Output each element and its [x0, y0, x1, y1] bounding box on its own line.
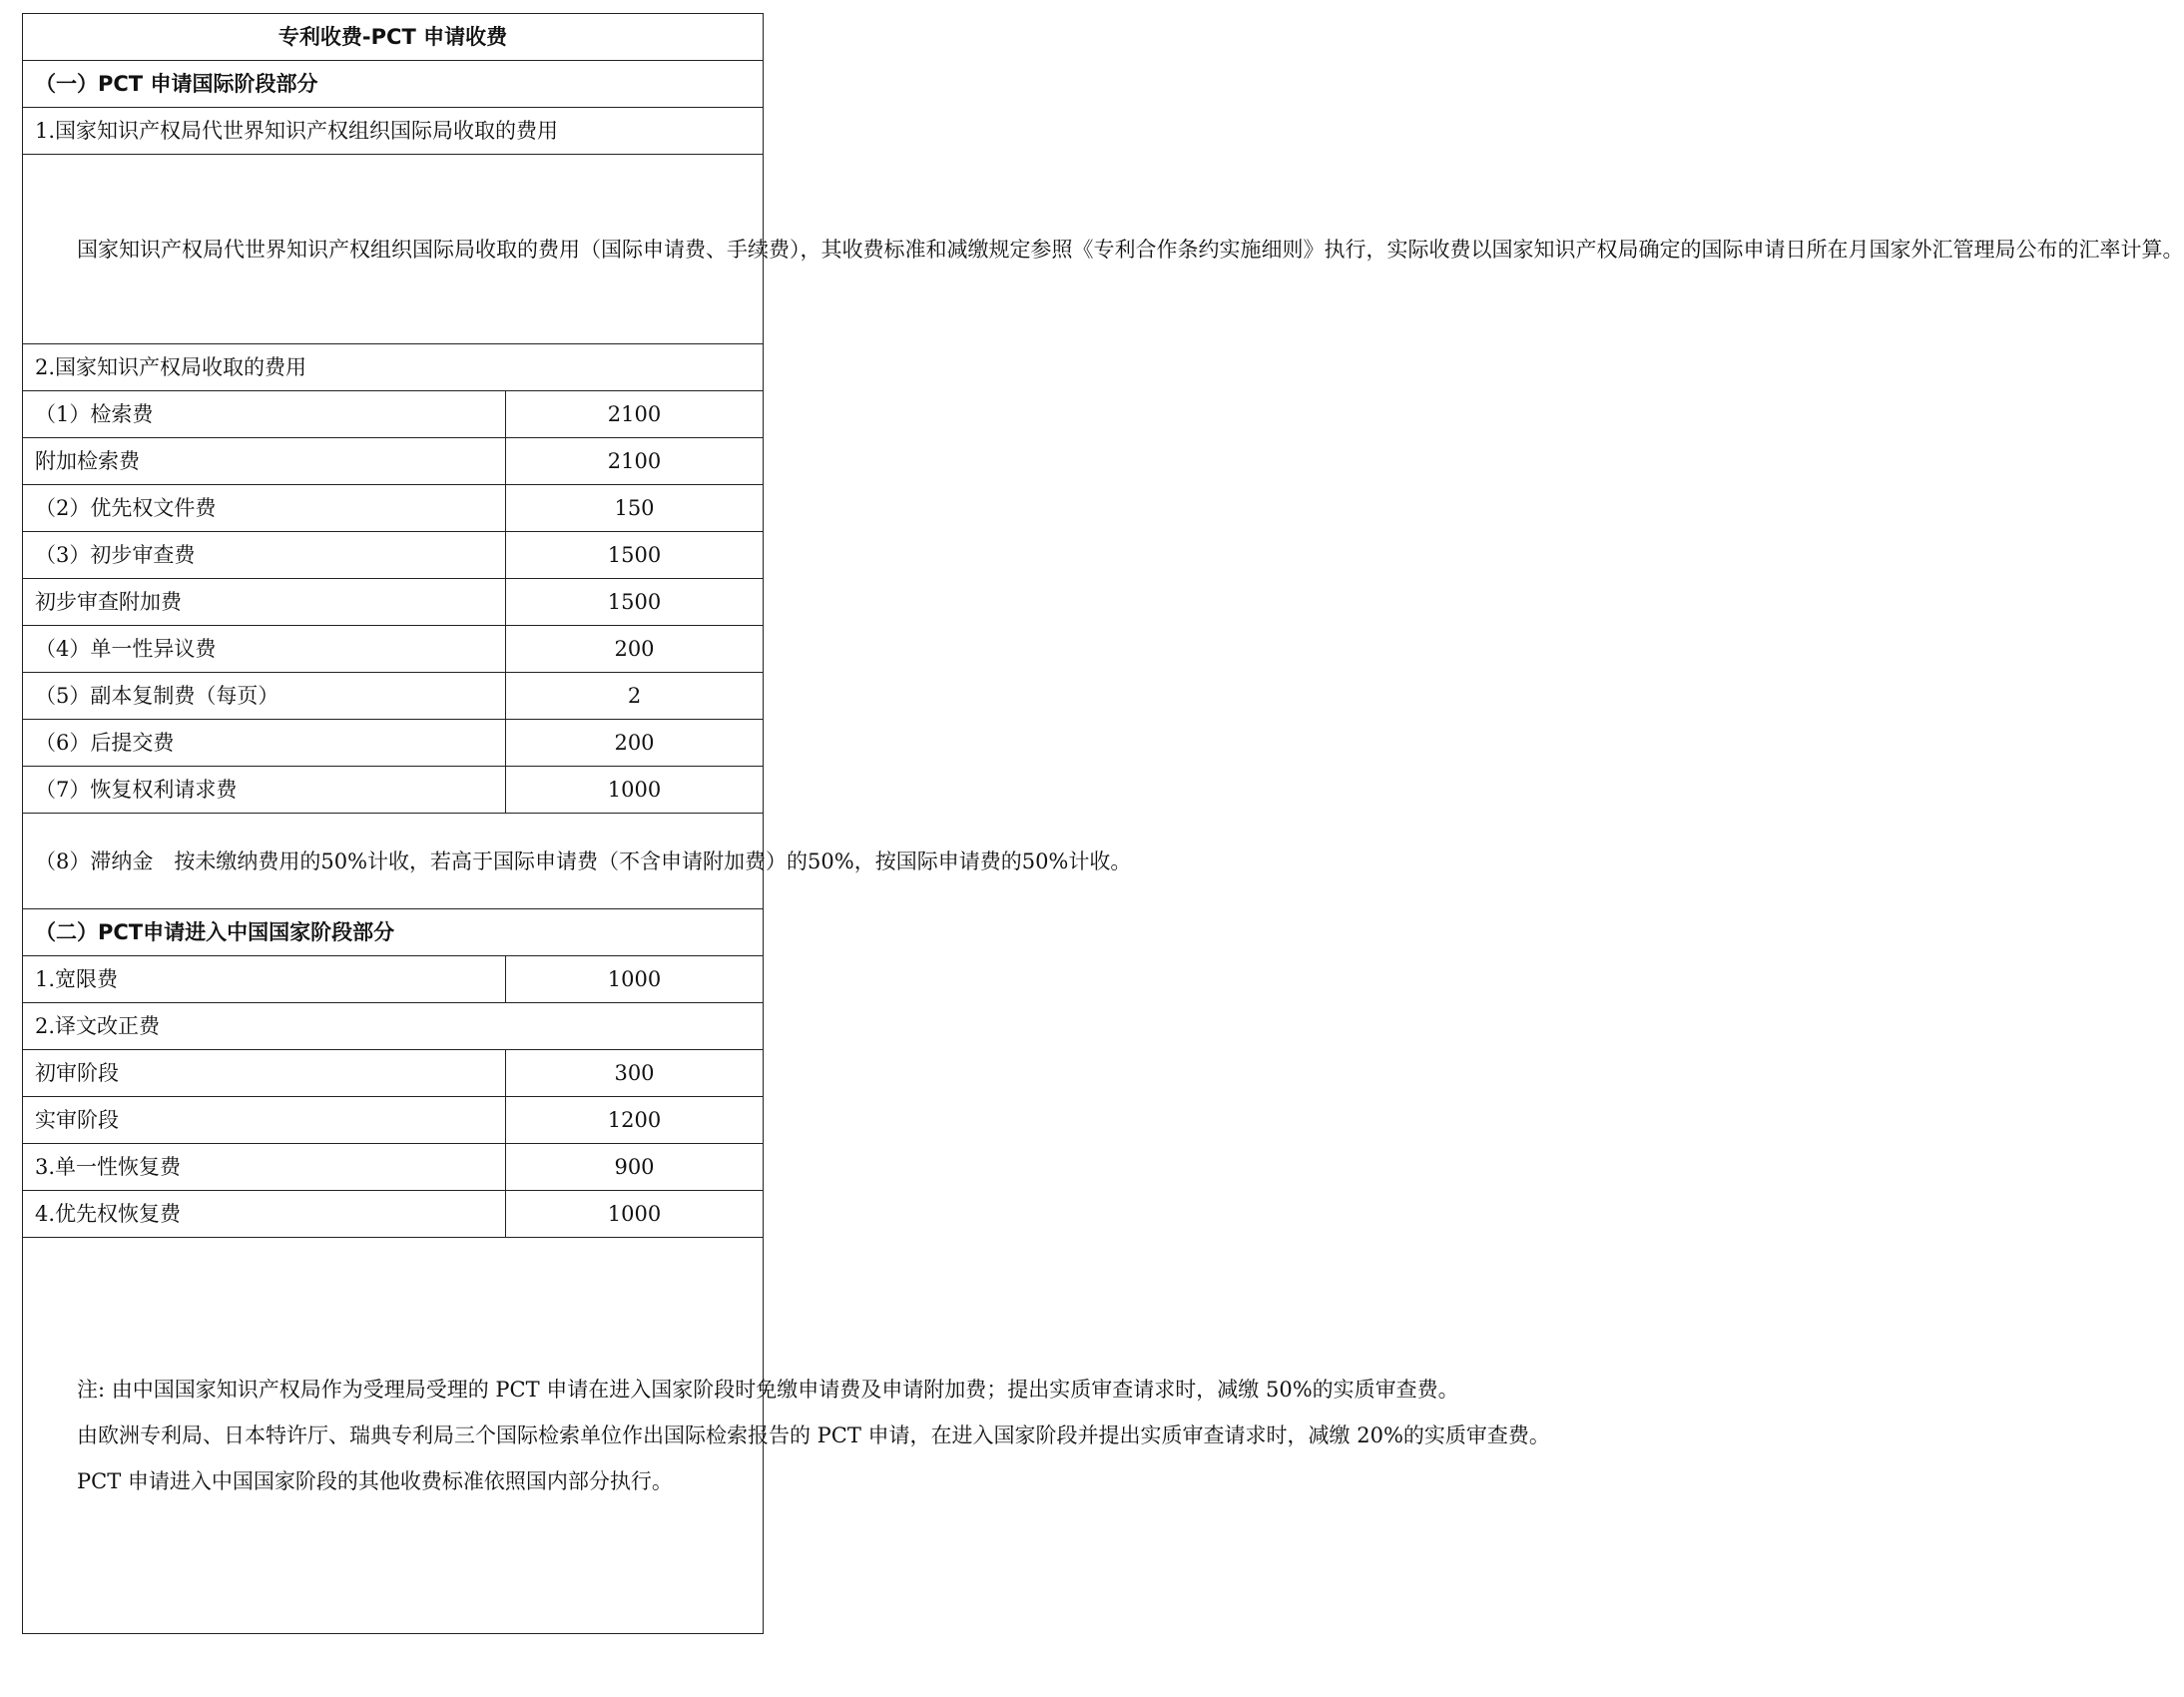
table-row: [23, 1097, 764, 1144]
table-row: [23, 767, 764, 814]
table-row: [23, 391, 764, 438]
fee-amount: 1500: [506, 532, 764, 579]
fee-label: 1.宽限费: [23, 956, 506, 1003]
fee-label: （2）优先权文件费: [23, 485, 506, 532]
wipo-fees-paragraph: 国家知识产权局代世界知识产权组织国际局收取的费用（国际申请费、手续费），其收费标准和减缴规定参照《专利合作条约实施细则》执行，实际收费以国家知识产权局确定的国际申请日所在月国家外汇管理局公布的汇率计算。: [23, 155, 764, 344]
fee-amount: 1200: [506, 1097, 764, 1144]
note-paragraph: PCT 申请进入中国国家阶段的其他收费标准依照国内部分执行。: [77, 1469, 673, 1493]
table-row: [23, 1191, 764, 1238]
item-heading-cnipa-fees: 2.国家知识产权局收取的费用: [23, 344, 764, 391]
fee-label: 实审阶段: [23, 1097, 506, 1144]
table-row: [23, 720, 764, 767]
fee-amount: 1000: [506, 767, 764, 814]
table-row: [23, 673, 764, 720]
fee-label: （5）副本复制费（每页）: [23, 673, 506, 720]
note-paragraph: 注: 由中国国家知识产权局作为受理局受理的 PCT 申请在进入国家阶段时免缴申请费及申请附加费；提出实质审查请求时，减缴 50%的实质审查费。: [77, 1378, 1459, 1402]
table-row: [23, 1238, 764, 1634]
fee-label: 初审阶段: [23, 1050, 506, 1097]
table-row: [23, 814, 764, 909]
fee-label: 初步审查附加费: [23, 579, 506, 626]
fee-amount: 2100: [506, 391, 764, 438]
fee-label: （3）初步审查费: [23, 532, 506, 579]
fee-label: 附加检索费: [23, 438, 506, 485]
table-row: [23, 956, 764, 1003]
table-row: [23, 532, 764, 579]
table-row: [23, 1050, 764, 1097]
section-heading-international: （一）PCT 申请国际阶段部分: [23, 61, 764, 108]
section-row: [23, 61, 764, 108]
fee-label: （6）后提交费: [23, 720, 506, 767]
fee-amount: 300: [506, 1050, 764, 1097]
pct-fee-table: [22, 13, 2184, 1634]
item-heading-wipo-fees: 1.国家知识产权局代世界知识产权组织国际局收取的费用: [23, 108, 764, 155]
table-row: [23, 344, 764, 391]
fee-amount: 200: [506, 626, 764, 673]
fee-label: 4.优先权恢复费: [23, 1191, 506, 1238]
fee-label: 3.单一性恢复费: [23, 1144, 506, 1191]
table-row: [23, 485, 764, 532]
notes-cell: [23, 1238, 1550, 1634]
fee-amount: 1000: [506, 1191, 764, 1238]
fee-label: （7）恢复权利请求费: [23, 767, 506, 814]
note-paragraph: 由欧洲专利局、日本特许厅、瑞典专利局三个国际检索单位作出国际检索报告的 PCT 申请，在进入国家阶段并提出实质审查请求时，减缴 20%的实质审查费。: [77, 1423, 1550, 1447]
item-heading-translation: 2.译文改正费: [23, 1003, 764, 1050]
table-row: [23, 1003, 764, 1050]
table-row: [23, 438, 764, 485]
table-row: [23, 626, 764, 673]
table-row: [23, 579, 764, 626]
fee-amount: 2: [506, 673, 764, 720]
page-title: 专利收费-PCT 申请收费: [23, 14, 764, 61]
table-row: [23, 108, 764, 155]
title-row: [23, 14, 764, 61]
table-row: [23, 1144, 764, 1191]
section-row: [23, 909, 764, 956]
fee-label: （1）检索费: [23, 391, 506, 438]
fee-amount: 150: [506, 485, 764, 532]
fee-amount: 2100: [506, 438, 764, 485]
table-row: [23, 155, 764, 344]
fee-label: （4）单一性异议费: [23, 626, 506, 673]
section-heading-national: （二）PCT申请进入中国国家阶段部分: [23, 909, 764, 956]
fee-amount: 1000: [506, 956, 764, 1003]
fee-amount: 1500: [506, 579, 764, 626]
fee-amount: 200: [506, 720, 764, 767]
fee-amount: 900: [506, 1144, 764, 1191]
late-fee-paragraph: （8）滞纳金 按未缴纳费用的50%计收，若高于国际申请费（不含申请附加费）的50%，按国际申请费的50%计收。: [23, 814, 764, 909]
